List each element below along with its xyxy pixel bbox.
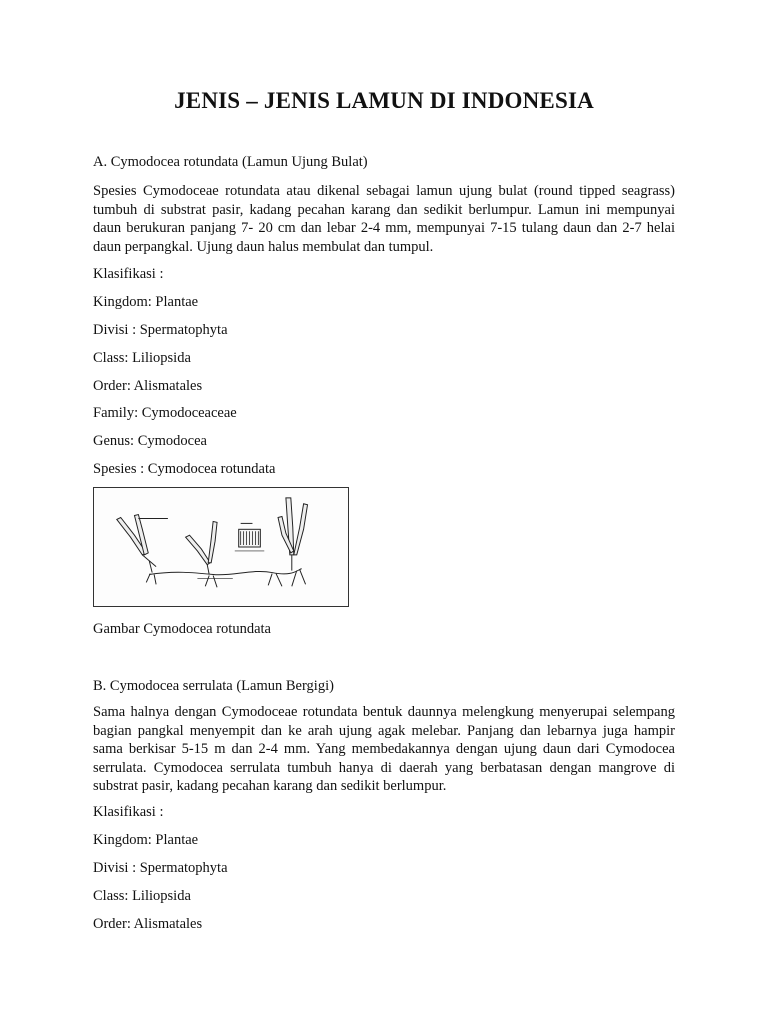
section-a-family: Family: Cymodoceaceae (93, 405, 237, 421)
section-a-paragraph: Spesies Cymodoceae rotundata atau dikenal sebagai lamun ujung bulat (round tipped seagrass) tumbuh di substrat pasir, kadang pecahan karang dan sedikit berlumpur. Lamun ini mempunyai daun berukuran panjang 7- 20 cm dan lebar 2-4 mm, mempunyai 7-15 tulang daun dan 2-7 helai daun perpangkal. Ujung daun halus membulat dan tumpul. (93, 183, 675, 255)
section-a-class: Class: Liliopsida (93, 350, 191, 366)
section-a-klasifikasi-label: Klasifikasi : (93, 266, 164, 282)
section-b-class: Class: Liliopsida (93, 888, 191, 904)
section-b-kingdom: Kingdom: Plantae (93, 832, 199, 848)
section-a-divisi: Divisi : Spermatophyta (93, 322, 228, 338)
section-b-divisi: Divisi : Spermatophyta (93, 860, 228, 876)
section-a-heading: A. Cymodocea rotundata (Lamun Ujung Bulat) (93, 154, 368, 170)
section-a-genus: Genus: Cymodocea (93, 433, 207, 449)
section-b-paragraph: Sama halnya dengan Cymodoceae rotundata bentuk daunnya melengkung menyerupai selempang bagian pangkal menyempit dan ke arah ujung agak melebar. Panjang dan lebarnya juga hampir sama berkisar 5-15 m dan 2-4 mm. Yang membedakannya dengan ujung daun dari Cymodocea serrulata. Cymodocea serrulata tumbuh hanya di daerah yang berbatasan dengan mangrove di substrat pasir, kadang pecahan karang dan sedikit berlumpur. (93, 704, 675, 794)
cymodocea-rotundata-figure (93, 487, 349, 607)
page-title: JENIS – JENIS LAMUN DI INDONESIA (174, 88, 594, 113)
section-a-spesies: Spesies : Cymodocea rotundata (93, 461, 276, 477)
section-a-order: Order: Alismatales (93, 378, 203, 394)
section-a-kingdom: Kingdom: Plantae (93, 294, 199, 310)
section-b-heading: B. Cymodocea serrulata (Lamun Bergigi) (93, 678, 334, 694)
figure-caption: Gambar Cymodocea rotundata (93, 621, 271, 637)
section-b-klasifikasi-label: Klasifikasi : (93, 804, 164, 820)
seagrass-illustration (94, 488, 348, 606)
section-b-order: Order: Alismatales (93, 916, 203, 932)
